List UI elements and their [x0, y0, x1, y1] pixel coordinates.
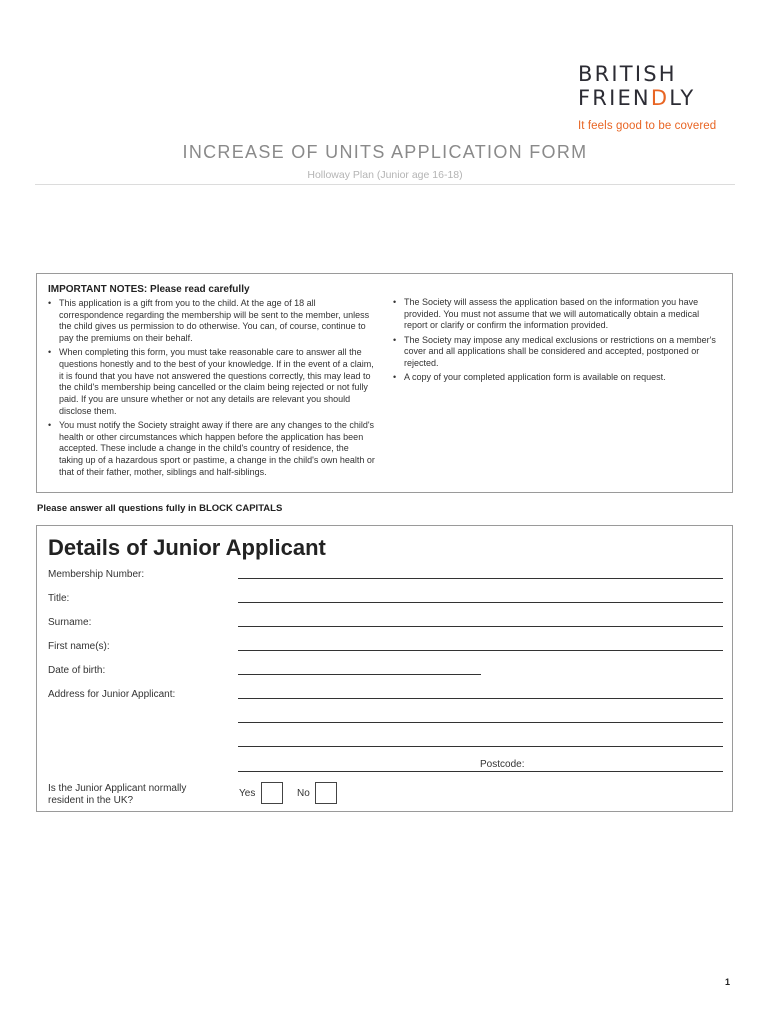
logo-smile-d: D — [650, 86, 670, 110]
note-item: • The Society will assess the application based on the information you have provided. You must not assume that we will automatically obtain a medical report or clarify or confirm the information provided. — [393, 297, 720, 332]
no-label: No — [297, 788, 310, 799]
notes-heading: IMPORTANT NOTES: Please read carefully — [48, 284, 250, 295]
date-of-birth-field[interactable] — [238, 674, 481, 675]
postcode-field[interactable] — [238, 771, 723, 772]
notes-left-list — [48, 298, 375, 481]
uk-resident-question: Is the Junior Applicant normally resident in the UK? — [48, 783, 187, 806]
address-line-1-field[interactable] — [238, 698, 723, 699]
important-notes-box — [36, 273, 733, 493]
surname-label: Surname: — [48, 617, 92, 628]
first-names-label: First name(s): — [48, 641, 110, 652]
no-checkbox[interactable] — [315, 782, 337, 804]
title-divider — [35, 184, 735, 185]
british-friendly-logo — [578, 62, 738, 132]
logo-line-2 — [578, 86, 738, 110]
postcode-label: Postcode: — [480, 759, 525, 770]
date-of-birth-label: Date of birth: — [48, 665, 106, 676]
first-names-field[interactable] — [238, 650, 723, 651]
block-capitals-instruction: Please answer all questions fully in BLOCK CAPITALS — [37, 503, 283, 514]
page-number: 1 — [725, 977, 731, 987]
title-label: Title: — [48, 593, 70, 604]
section-title: Details of Junior Applicant — [48, 535, 326, 560]
notes-columns — [48, 298, 720, 481]
logo-line-1: BRITISH — [578, 62, 677, 86]
form-title: INCREASE OF UNITS APPLICATION FORM — [182, 142, 588, 162]
logo-line-2-a: FRIEN — [578, 86, 651, 110]
surname-field[interactable] — [238, 626, 723, 627]
note-item: • A copy of your completed application form is available on request. — [393, 372, 720, 384]
form-subtitle: Holloway Plan (Junior age 16-18) — [307, 169, 463, 181]
note-item: • The Society may impose any medical exclusions or restrictions on a member's cover and all applications shall be considered and accepted, postponed or rejected. — [393, 335, 720, 370]
junior-applicant-section — [36, 525, 733, 812]
membership-number-field[interactable] — [238, 578, 723, 579]
address-line-2-field[interactable] — [238, 722, 723, 723]
note-item: • When completing this form, you must take reasonable care to answer all the questions honestly and to the best of your knowledge. If in the event of a claim, it is found that you have not answered the questions correctly, this may lead to the child's membership being cancelled or the claim being rejected or not fully paid. If you are unsure whether or not any details are relevant you should disclose them. — [48, 347, 375, 417]
logo-line-2-c: LY — [669, 86, 696, 110]
note-item: • This application is a gift from you to the child. At the age of 18 all correspondence regarding the membership will be sent to the member, unless the child gives us permission to do otherwise. You can, of course, continue to pay the premiums on their behalf. — [48, 298, 375, 345]
logo-tagline: It feels good to be covered — [578, 120, 717, 132]
title-field[interactable] — [238, 602, 723, 603]
yes-checkbox[interactable] — [261, 782, 283, 804]
notes-right-list — [393, 297, 720, 481]
address-label: Address for Junior Applicant: — [48, 689, 176, 700]
membership-number-label: Membership Number: — [48, 569, 145, 580]
note-item: • You must notify the Society straight away if there are any changes to the child's health or other circumstances which happen before the application has been accepted. These include a change in the child's country of residence, the taking up of a hazardous sport or pastime, a change in the child's own health or that of their father, mother, siblings and half-siblings. — [48, 420, 375, 479]
yes-label: Yes — [239, 788, 256, 799]
address-line-3-field[interactable] — [238, 746, 723, 747]
